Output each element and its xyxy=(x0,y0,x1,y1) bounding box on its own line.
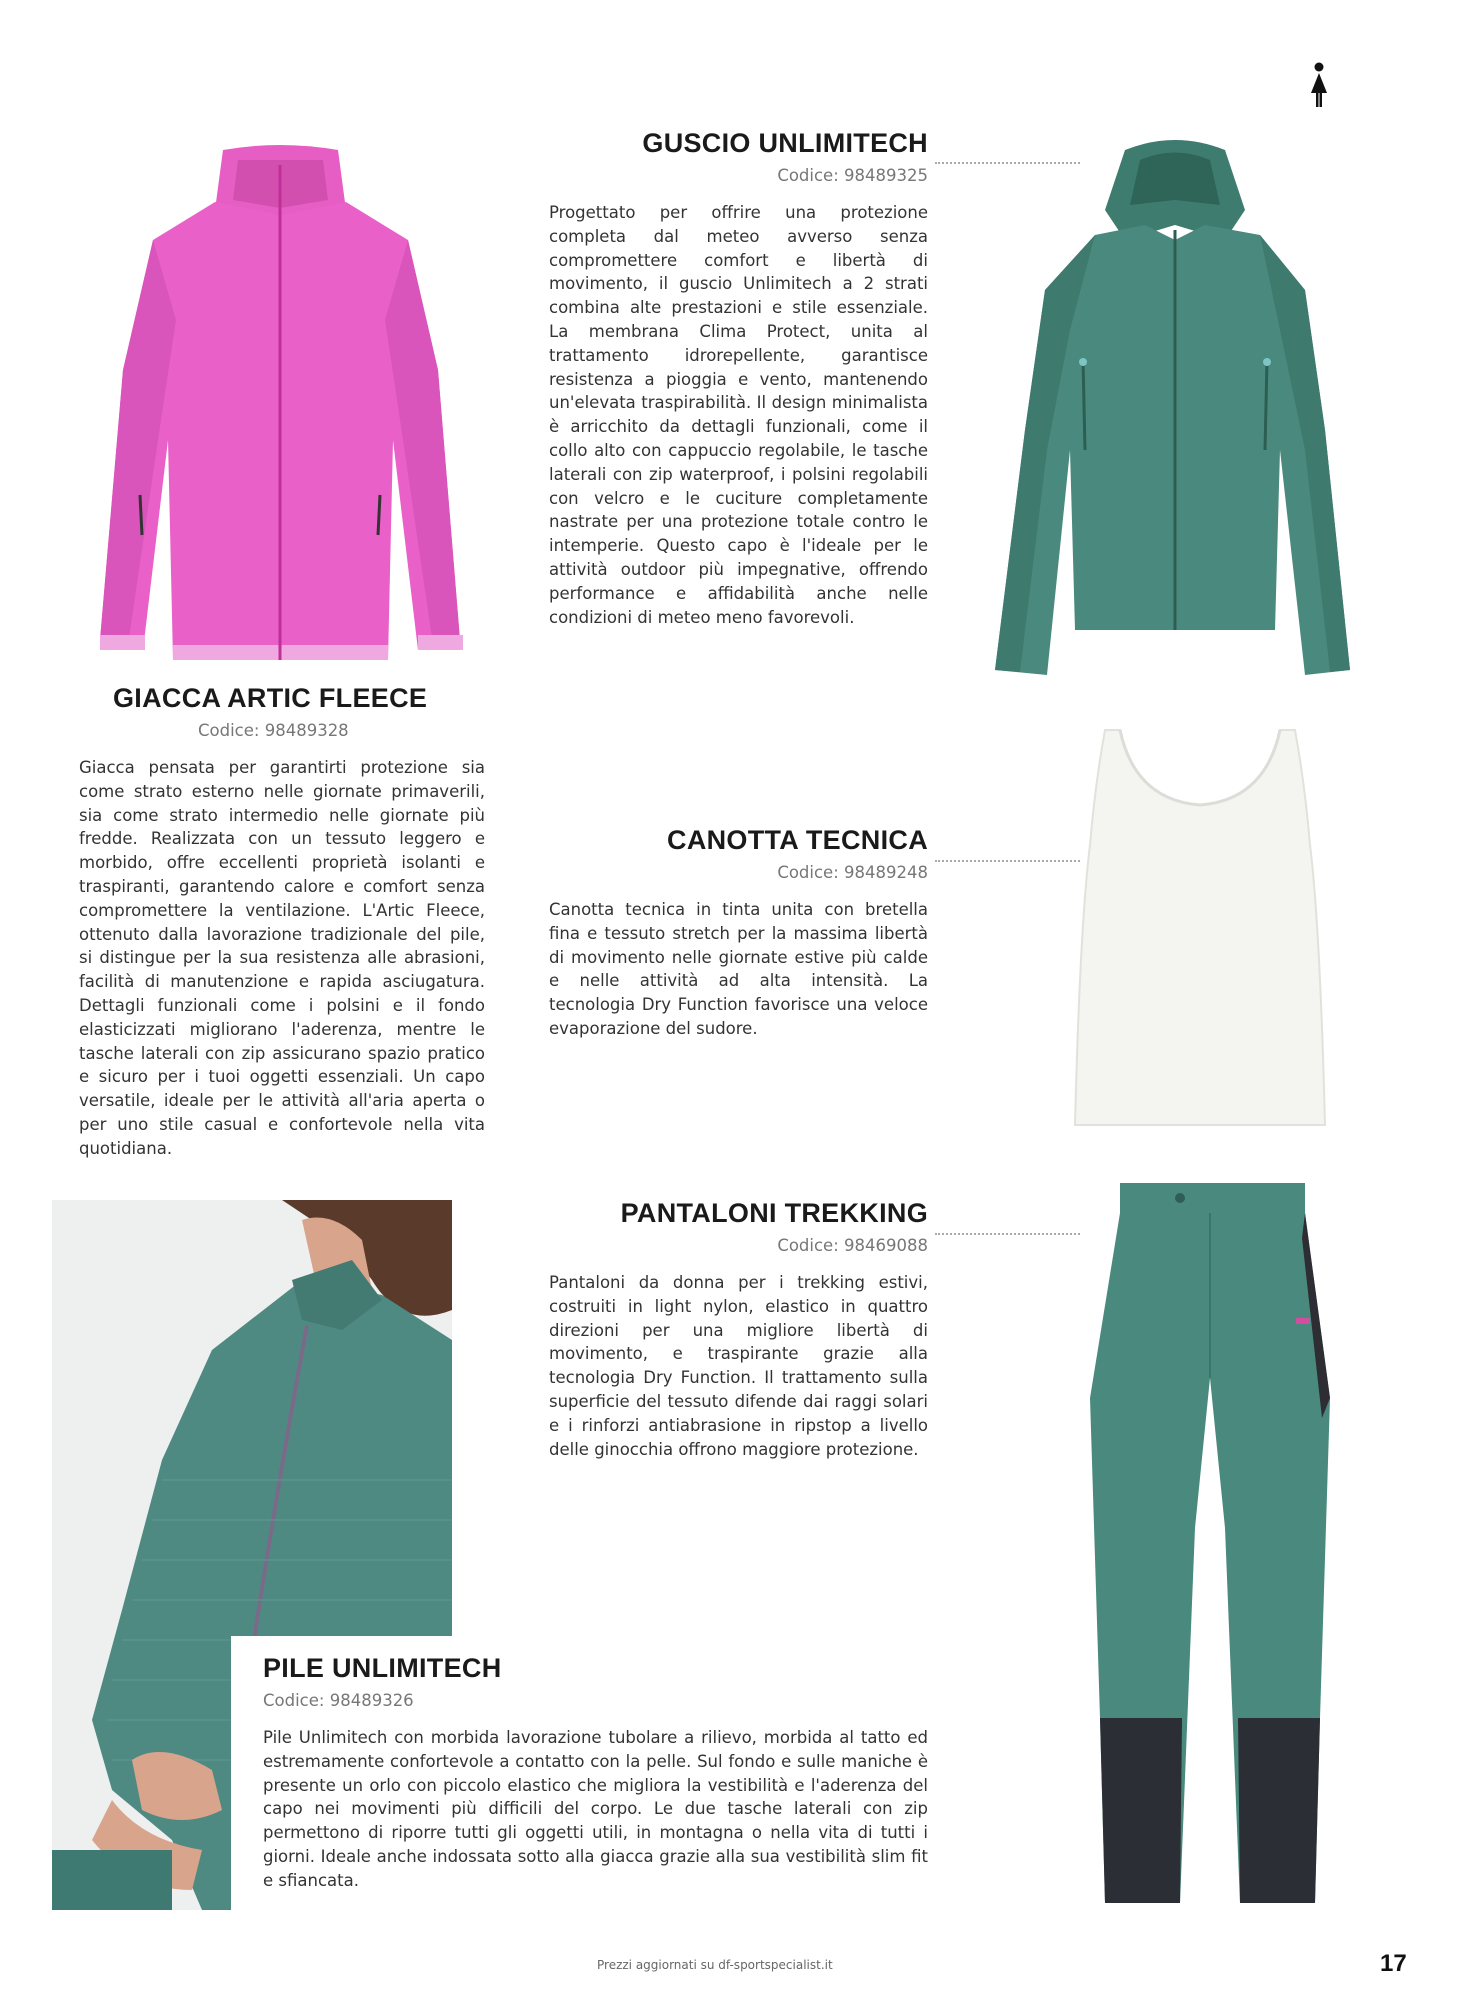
pile-description: Pile Unlimitech con morbida lavorazione tubolare a rilievo, morbida al tatto ed estremamente confortevole a contatto con la pelle. Sul fondo e sulle maniche è presente un orlo con piccolo elastico che migliora la vestibilità e l'aderenza del capo nei movimenti più difficili del corpo. Le due tasche laterali con zip permettono di riporre tutti gli oggetti utili, in montagna o nella vita di tutti i giorni. Ideale anche indossata sotto alla giacca grazie alla sua vestibilità slim fit e sfiancata. xyxy=(263,1728,928,1890)
pantaloni-code: Codice: 98469088 xyxy=(777,1236,928,1255)
pantaloni-divider xyxy=(935,1233,1080,1235)
pantaloni-title: PANTALONI TREKKING xyxy=(620,1198,928,1228)
guscio-code: Codice: 98489325 xyxy=(777,166,928,185)
guscio-jacket-image xyxy=(975,130,1380,700)
pile-title: PILE UNLIMITECH xyxy=(263,1653,502,1683)
pile-code: Codice: 98489326 xyxy=(263,1691,414,1710)
giacca-description: Giacca pensata per garantirti protezione sia come strato esterno nelle giornate primaverili, sia come strato intermedio nelle giornate più fredde. Realizzata con un tessuto leggero e morbido, offre eccellenti proprietà isolanti e traspiranti, garantendo calore e comfort senza compromettere la ventilazione. L'Artic Fleece, ottenuto dalla lavorazione tradizionale del pile, si distingue per la sua resistenza alle abrasioni, facilità di manutenzione e rapida asciugatura. Dettagli funzionali come i polsini e il fondo elasticizzati migliorano l'aderenza, mentre le tasche laterali con zip assicurano spazio pratico e sicuro per i tuoi oggetti essenziali. Un capo versatile, ideale per le attività all'aria aperta o per uno stile casual e confortevole nella vita quotidiana. xyxy=(79,758,485,1158)
footer-text: Prezzi aggiornati su df-sportspecialist.it xyxy=(597,1958,833,1972)
giacca-title: GIACCA ARTIC FLEECE xyxy=(113,683,428,713)
canotta-divider xyxy=(935,860,1080,862)
pantaloni-description: Pantaloni da donna per i trekking estivi, costruiti in light nylon, elastico in quattro direzioni per una migliore libertà di movimento, e traspirante grazie alla tecnologia Dry Function. Il trattamento sulla superficie del tessuto difende dai raggi solari e i rinforzi antiabrasione in ripstop a livello delle ginocchia offrono maggiore protezione. xyxy=(549,1273,928,1459)
guscio-title: GUSCIO UNLIMITECH xyxy=(642,128,928,158)
canotta-description: Canotta tecnica in tinta unita con bretella fina e tessuto stretch per la massima libertà di movimento nelle giornate estive più calde e nelle attività ad alta intensità. La tecnologia Dry Function favorisce una veloce evaporazione del sudore. xyxy=(549,900,928,1038)
canotta-code: Codice: 98489248 xyxy=(777,863,928,882)
giacca-code: Codice: 98489328 xyxy=(198,721,349,740)
canotta-tank-top-image xyxy=(1065,725,1335,1135)
guscio-description: Progettato per offrire una protezione completa dal meteo avverso senza compromettere comfort e libertà di movimento, il guscio Unlimitech a 2 strati combina alte prestazioni e stile essenziale. La membrana Clima Protect, unita al trattamento idrorepellente, garantisce resistenza a pioggia e vento, mantenendo un'elevata traspirabilità. Il design minimalista è arricchito da dettagli funzionali, come il collo alto con cappuccio regolabile, le tasche laterali con zip waterproof, i polsini regolabili con velcro e le cuciture completamente nastrate per una protezione totale contro le intemperie. Questo capo è l'ideale per le attività outdoor più impegnative, offrendo performance e affidabilità anche nelle condizioni di meteo meno favorevoli. xyxy=(549,203,928,627)
canotta-title: CANOTTA TECNICA xyxy=(667,825,928,855)
page-number: 17 xyxy=(1380,1950,1407,1977)
giacca-jacket-image xyxy=(88,140,473,670)
woman-icon xyxy=(1308,62,1330,108)
pantaloni-trousers-image xyxy=(1070,1178,1350,1913)
